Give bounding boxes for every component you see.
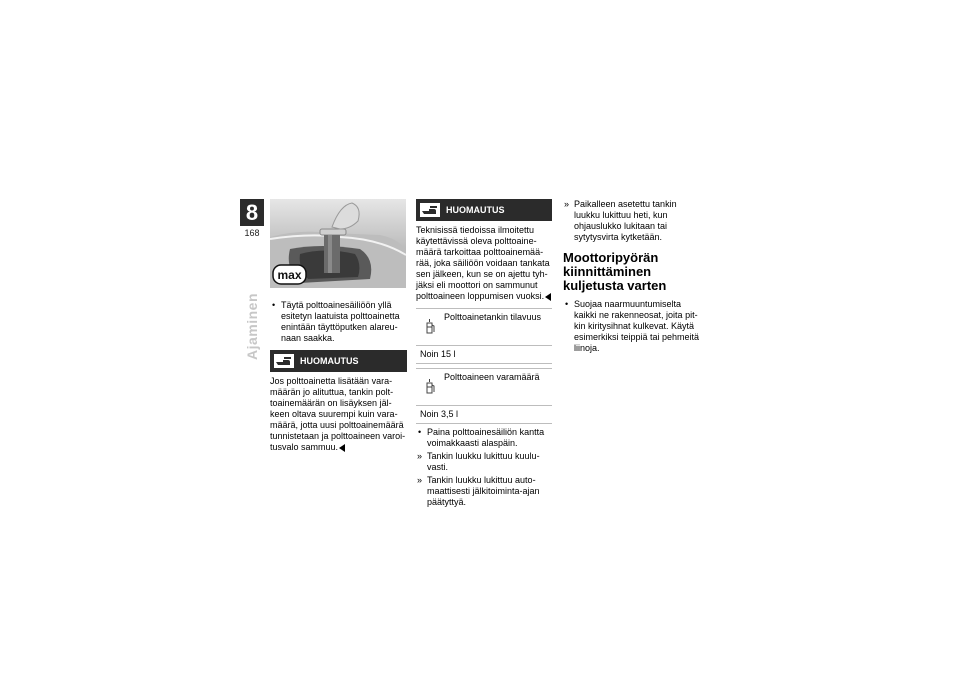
fuel-pump-icon (426, 319, 436, 335)
column-1 (270, 300, 407, 453)
notice-header (270, 350, 407, 372)
column-2 (416, 199, 552, 510)
spec-fuel-tank-capacity (416, 308, 552, 364)
page-number: 168 (244, 228, 260, 238)
end-mark-icon (545, 293, 551, 301)
notice-header (416, 199, 552, 221)
column-3 (563, 199, 700, 356)
fuel-tank-illustration (270, 199, 406, 288)
fuel-tank-figure (270, 199, 406, 288)
result-item: » Paikalleen asetettu tankin luukku lukittuu heti, kun ohjauslukko lukitaan tai sytytysvirta kytketään. (563, 199, 700, 243)
notice-title: HUOMAUTUS (446, 204, 505, 215)
instruction-bullet: • Täytä polttoainesäiliöön yllä esitetyn laatuista polttoainetta enintään täyttöputken alareu-naan saakka. (270, 300, 407, 344)
chapter-title: Ajaminen (244, 292, 260, 360)
fuel-pump-icon (426, 379, 436, 395)
spec-label: Polttoainetankin tilavuus (444, 312, 542, 322)
spec-value: Noin 15 l (420, 349, 456, 359)
notice-hand-icon (420, 203, 440, 217)
spec-fuel-reserve (416, 368, 552, 424)
notice-text: Teknisissä tiedoissa ilmoitettu käytettävissä oleva polttoaine-määrä tarkoittaa polttoainemää-rää, joka säiliöön voidaan tankata sen jälkeen, kun se on ajettu tyh-jäksi eli moottori on sammunut polttoaineen loppumisen vuoksi. (416, 225, 550, 301)
max-label: max (277, 268, 302, 282)
spec-label: Polttoaineen varamäärä (444, 372, 540, 382)
notice-title: HUOMAUTUS (300, 355, 359, 366)
end-mark-icon (339, 444, 345, 452)
section-heading: Moottoripyörän kiinnittäminen kuljetusta varten (563, 250, 667, 293)
chapter-number: 8 (240, 199, 264, 226)
result-item: » Tankin luukku lukittuu auto-maattisesti jälkitoiminta-ajan päätyttyä. (416, 475, 552, 508)
spec-value: Noin 3,5 l (420, 409, 459, 419)
instruction-bullet: • Paina polttoainesäiliön kantta voimakkaasti alaspäin. (416, 427, 552, 449)
notice-hand-icon (274, 354, 294, 368)
result-item: » Tankin luukku lukittuu kuulu-vasti. (416, 451, 552, 473)
instruction-bullet: • Suojaa naarmuuntumiselta kaikki ne rakenneosat, joita pit-kin kiritysihnat kulkevat. Käytä esimerkiksi teippiä tai pehmeitä liinoja. (563, 299, 700, 354)
notice-text: Jos polttoainetta lisätään vara-määrän jo alituttua, tankin polt-toainemäärän on lisäyksen jäl-keen oltava suurempi kuin vara-määrä, jotta uusi polttoainemäärä tunnistetaan ja polttoaineen varoi-tusvalo sammuu. (270, 376, 406, 452)
